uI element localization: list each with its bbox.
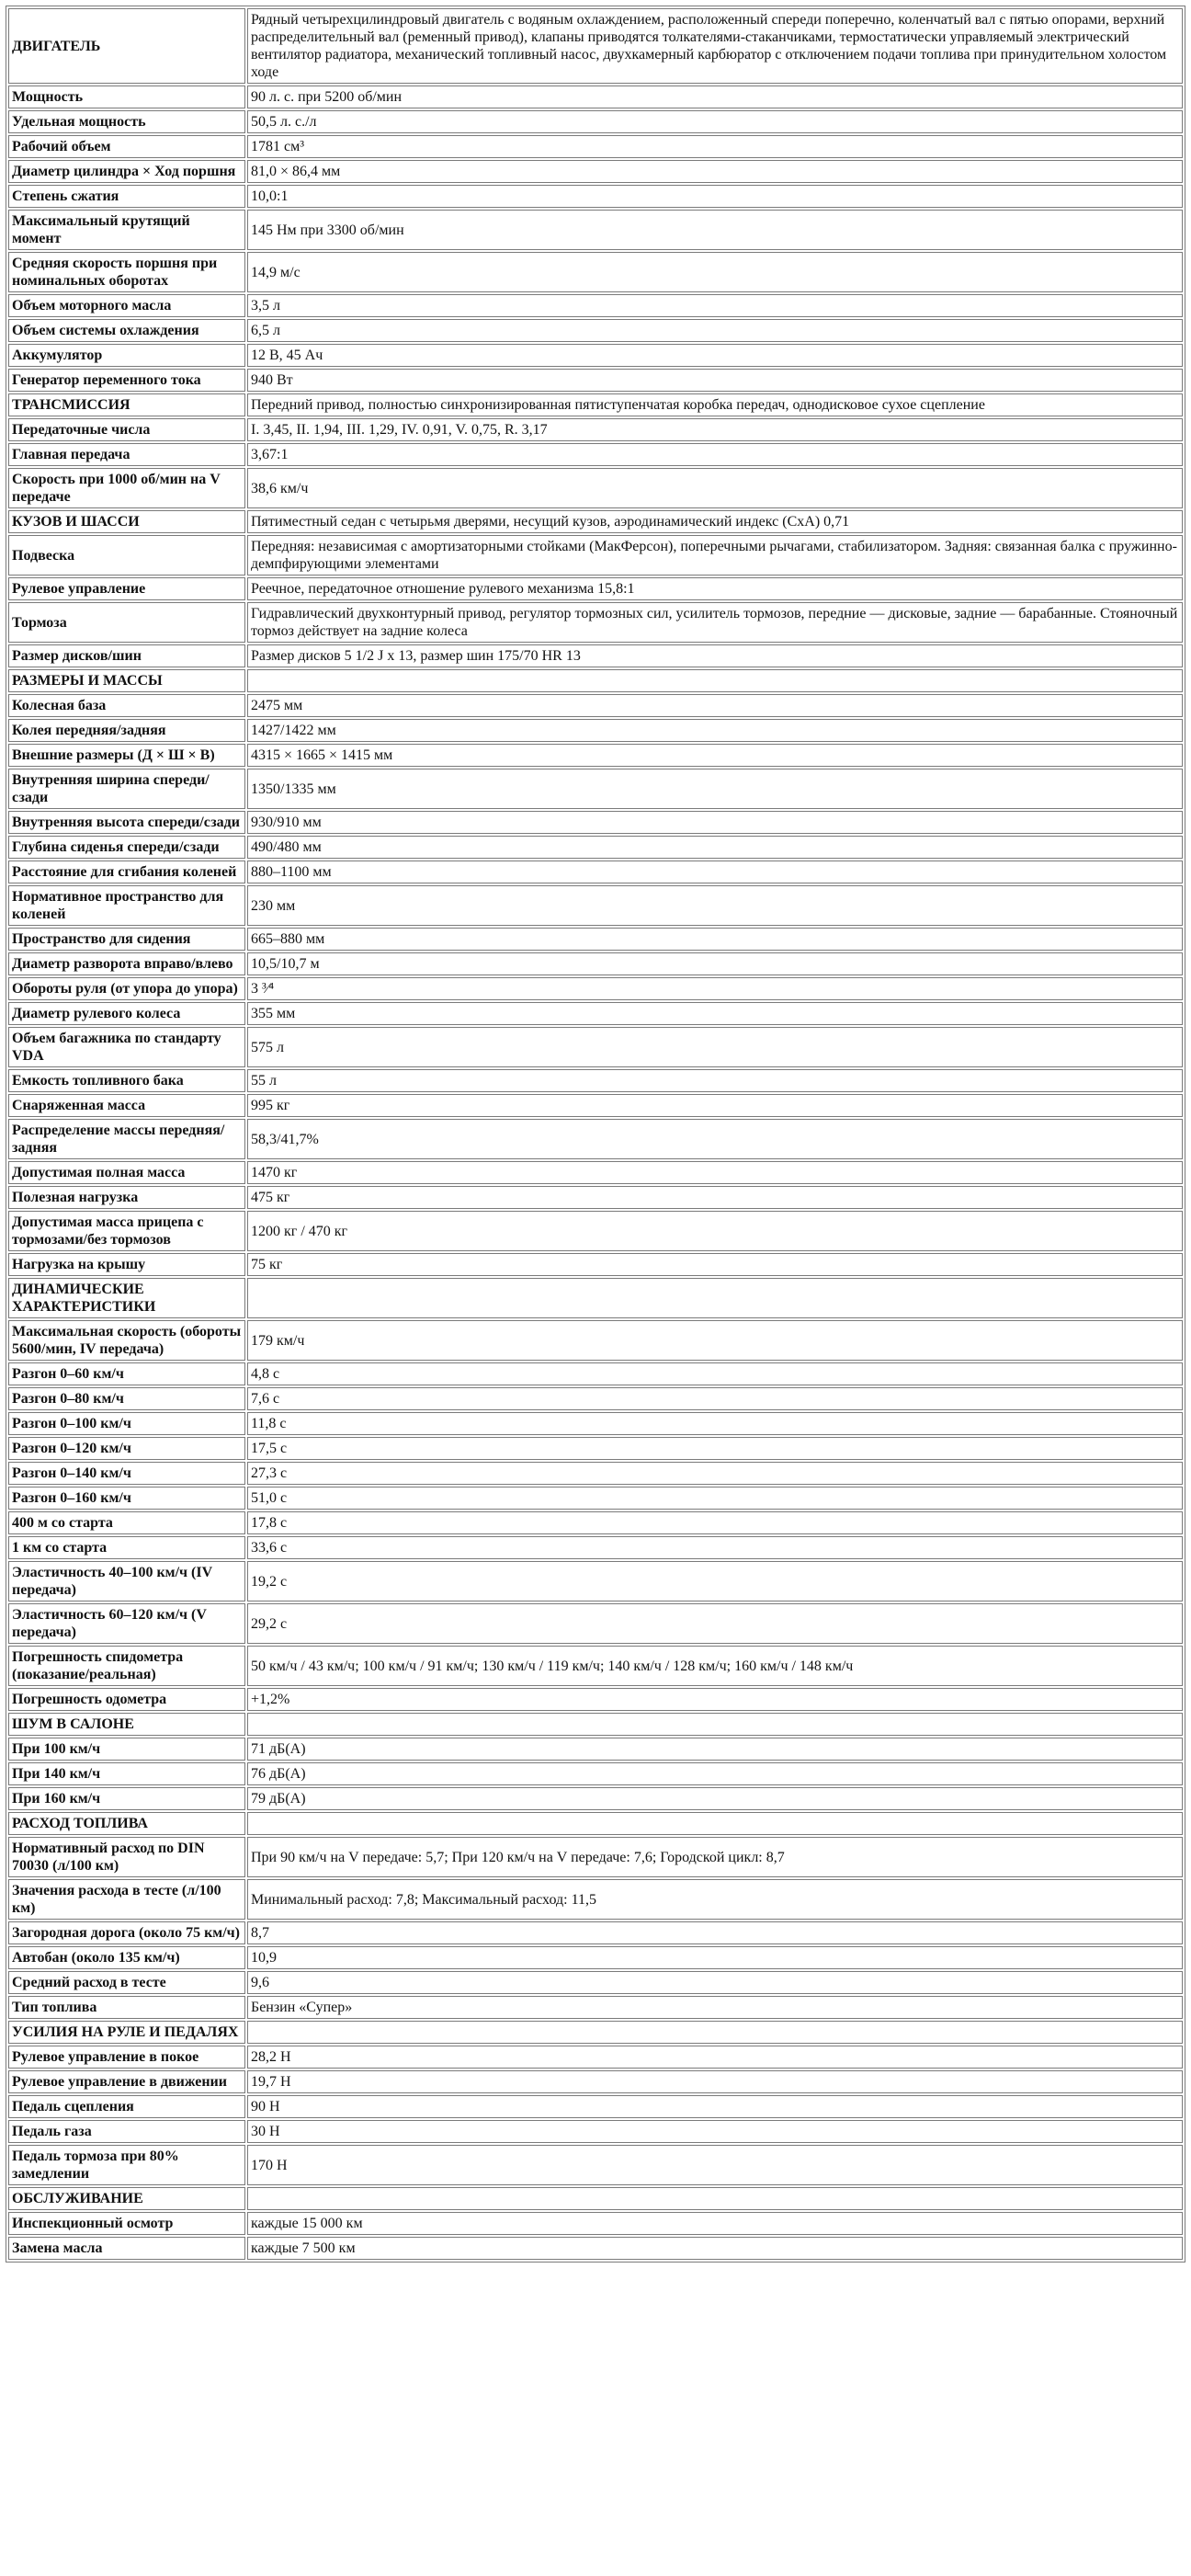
table-row: [8, 1971, 1183, 1994]
row-value: 79 дБ(А): [247, 1787, 1183, 1810]
row-label: Нормативное пространство для коленей: [8, 885, 245, 926]
row-value: 38,6 км/ч: [247, 468, 1183, 508]
row-value: [247, 1278, 1183, 1318]
row-value: [247, 669, 1183, 692]
row-label: Удельная мощность: [8, 110, 245, 133]
row-label: Степень сжатия: [8, 185, 245, 208]
table-row: [8, 952, 1183, 975]
row-value: 19,7 Н: [247, 2070, 1183, 2093]
row-value: 490/480 мм: [247, 836, 1183, 859]
table-row: [8, 1161, 1183, 1184]
spec-table-body: [8, 8, 1183, 2260]
row-label: 1 км со старта: [8, 1536, 245, 1559]
row-label: Педаль газа: [8, 2120, 245, 2143]
row-label: Обороты руля (от упора до упора): [8, 977, 245, 1000]
row-value: 90 Н: [247, 2095, 1183, 2118]
row-label: ДВИГАТЕЛЬ: [8, 8, 245, 84]
table-row: [8, 1186, 1183, 1209]
row-value: 30 Н: [247, 2120, 1183, 2143]
row-label: Эластичность 40–100 км/ч (IV передача): [8, 1561, 245, 1601]
row-label: Замена масла: [8, 2237, 245, 2260]
table-row: [8, 2237, 1183, 2260]
row-label: Разгон 0–80 км/ч: [8, 1387, 245, 1410]
row-value: 475 кг: [247, 1186, 1183, 1209]
row-value: Реечное, передаточное отношение рулевого механизма 15,8:1: [247, 577, 1183, 600]
row-label: Внутренняя ширина спереди/сзади: [8, 769, 245, 809]
table-row: [8, 1387, 1183, 1410]
row-value: 6,5 л: [247, 319, 1183, 342]
table-row: [8, 468, 1183, 508]
row-label: РАСХОД ТОПЛИВА: [8, 1812, 245, 1835]
row-label: Передаточные числа: [8, 418, 245, 441]
table-row: [8, 443, 1183, 466]
row-value: Передняя: независимая с амортизаторными стойками (МакФерсон), поперечными рычагами, стабилизатором. Задняя: связанная балка с пружинно-демпфирующими элементами: [247, 535, 1183, 576]
table-row: [8, 977, 1183, 1000]
row-value: 145 Нм при 3300 об/мин: [247, 210, 1183, 250]
row-value: 55 л: [247, 1069, 1183, 1092]
table-row: [8, 1069, 1183, 1092]
row-label: 400 м со старта: [8, 1511, 245, 1534]
row-label: Разгон 0–60 км/ч: [8, 1362, 245, 1385]
row-value: 10,0:1: [247, 185, 1183, 208]
row-value: 51,0 с: [247, 1487, 1183, 1510]
row-value: 71 дБ(А): [247, 1738, 1183, 1761]
table-row: [8, 1320, 1183, 1361]
row-label: ДИНАМИЧЕСКИЕ ХАРАКТЕРИСТИКИ: [8, 1278, 245, 1318]
table-row: [8, 744, 1183, 767]
table-row: [8, 510, 1183, 533]
row-label: Загородная дорога (около 75 км/ч): [8, 1921, 245, 1944]
table-row: [8, 1119, 1183, 1159]
row-value: 1427/1422 мм: [247, 719, 1183, 742]
row-label: Нагрузка на крышу: [8, 1253, 245, 1276]
row-value: 1470 кг: [247, 1161, 1183, 1184]
row-label: Нормативный расход по DIN 70030 (л/100 км): [8, 1837, 245, 1877]
row-label: ОБСЛУЖИВАНИЕ: [8, 2187, 245, 2210]
row-value: 2475 мм: [247, 694, 1183, 717]
row-label: Скорость при 1000 об/мин на V передаче: [8, 468, 245, 508]
row-label: Погрешность спидометра (показание/реальная): [8, 1646, 245, 1686]
row-value: 81,0 × 86,4 мм: [247, 160, 1183, 183]
table-row: [8, 1713, 1183, 1736]
row-value: 3,67:1: [247, 443, 1183, 466]
row-label: Значения расхода в тесте (л/100 км): [8, 1879, 245, 1920]
table-row: [8, 2095, 1183, 2118]
row-value: I. 3,45, II. 1,94, III. 1,29, IV. 0,91, V. 0,75, R. 3,17: [247, 418, 1183, 441]
row-value: При 90 км/ч на V передаче: 5,7; При 120 км/ч на V передаче: 7,6; Городской цикл: 8,7: [247, 1837, 1183, 1877]
table-row: [8, 210, 1183, 250]
table-row: [8, 2021, 1183, 2044]
row-label: Размер дисков/шин: [8, 644, 245, 667]
table-row: [8, 1094, 1183, 1117]
row-label: Диаметр цилиндра × Ход поршня: [8, 160, 245, 183]
row-label: Распределение массы передняя/задняя: [8, 1119, 245, 1159]
row-label: Расстояние для сгибания коленей: [8, 861, 245, 883]
row-value: [247, 2021, 1183, 2044]
row-label: Максимальная скорость (обороты 5600/мин, IV передача): [8, 1320, 245, 1361]
row-label: Емкость топливного бака: [8, 1069, 245, 1092]
row-label: Средний расход в тесте: [8, 1971, 245, 1994]
row-label: Аккумулятор: [8, 344, 245, 367]
table-row: [8, 669, 1183, 692]
row-label: Колея передняя/задняя: [8, 719, 245, 742]
row-value: 4,8 с: [247, 1362, 1183, 1385]
row-label: Диаметр разворота вправо/влево: [8, 952, 245, 975]
table-row: [8, 885, 1183, 926]
row-value: 10,5/10,7 м: [247, 952, 1183, 975]
row-value: 12 В, 45 Ач: [247, 344, 1183, 367]
table-row: [8, 1603, 1183, 1644]
row-value: 50,5 л. с./л: [247, 110, 1183, 133]
row-value: 58,3/41,7%: [247, 1119, 1183, 1159]
table-row: [8, 135, 1183, 158]
row-value: 995 кг: [247, 1094, 1183, 1117]
row-label: Разгон 0–120 км/ч: [8, 1437, 245, 1460]
row-value: 1781 см³: [247, 135, 1183, 158]
row-value: 17,5 с: [247, 1437, 1183, 1460]
table-row: [8, 535, 1183, 576]
row-label: Разгон 0–140 км/ч: [8, 1462, 245, 1485]
row-label: Подвеска: [8, 535, 245, 576]
table-row: [8, 1787, 1183, 1810]
table-row: [8, 811, 1183, 834]
row-value: Гидравлический двухконтурный привод, регулятор тормозных сил, усилитель тормозов, передние — дисковые, задние — барабанные. Стояночный тормоз действует на задние колеса: [247, 602, 1183, 643]
row-label: Максимальный крутящий момент: [8, 210, 245, 250]
table-row: [8, 644, 1183, 667]
row-value: 50 км/ч / 43 км/ч; 100 км/ч / 91 км/ч; 130 км/ч / 119 км/ч; 140 км/ч / 128 км/ч; 160 км/ч / 148 км/ч: [247, 1646, 1183, 1686]
row-value: Передний привод, полностью синхронизированная пятиступенчатая коробка передач, однодисковое сухое сцепление: [247, 393, 1183, 416]
table-row: [8, 1837, 1183, 1877]
row-value: 7,6 с: [247, 1387, 1183, 1410]
table-row: [8, 1812, 1183, 1835]
table-row: [8, 1738, 1183, 1761]
row-label: При 160 км/ч: [8, 1787, 245, 1810]
row-label: Педаль сцепления: [8, 2095, 245, 2118]
table-row: [8, 344, 1183, 367]
row-value: 3 ³⁄⁴: [247, 977, 1183, 1000]
row-value: 1200 кг / 470 кг: [247, 1211, 1183, 1251]
row-label: Объем багажника по стандарту VDA: [8, 1027, 245, 1067]
table-row: [8, 1253, 1183, 1276]
row-label: Рабочий объем: [8, 135, 245, 158]
table-row: [8, 1437, 1183, 1460]
row-label: Разгон 0–100 км/ч: [8, 1412, 245, 1435]
row-value: 930/910 мм: [247, 811, 1183, 834]
table-row: [8, 185, 1183, 208]
table-row: [8, 1211, 1183, 1251]
row-label: При 140 км/ч: [8, 1762, 245, 1785]
row-value: +1,2%: [247, 1688, 1183, 1711]
table-row: [8, 1646, 1183, 1686]
row-label: Погрешность одометра: [8, 1688, 245, 1711]
table-row: [8, 418, 1183, 441]
row-value: 230 мм: [247, 885, 1183, 926]
table-row: [8, 393, 1183, 416]
table-row: [8, 319, 1183, 342]
row-label: Допустимая масса прицепа с тормозами/без тормозов: [8, 1211, 245, 1251]
row-label: Тормоза: [8, 602, 245, 643]
row-label: Допустимая полная масса: [8, 1161, 245, 1184]
row-label: При 100 км/ч: [8, 1738, 245, 1761]
row-value: 14,9 м/с: [247, 252, 1183, 292]
row-label: Внутренняя высота спереди/сзади: [8, 811, 245, 834]
row-value: 355 мм: [247, 1002, 1183, 1025]
spec-table: [6, 6, 1185, 2263]
row-value: 3,5 л: [247, 294, 1183, 317]
table-row: [8, 1946, 1183, 1969]
row-value: 4315 × 1665 × 1415 мм: [247, 744, 1183, 767]
table-row: [8, 252, 1183, 292]
table-row: [8, 719, 1183, 742]
row-label: Рулевое управление: [8, 577, 245, 600]
row-value: каждые 7 500 км: [247, 2237, 1183, 2260]
row-value: 940 Вт: [247, 369, 1183, 392]
table-row: [8, 2187, 1183, 2210]
table-row: [8, 1561, 1183, 1601]
table-row: [8, 1462, 1183, 1485]
row-label: Глубина сиденья спереди/сзади: [8, 836, 245, 859]
row-value: Минимальный расход: 7,8; Максимальный расход: 11,5: [247, 1879, 1183, 1920]
row-value: 880–1100 мм: [247, 861, 1183, 883]
row-value: 179 км/ч: [247, 1320, 1183, 1361]
table-row: [8, 2070, 1183, 2093]
table-row: [8, 110, 1183, 133]
table-row: [8, 2145, 1183, 2185]
row-value: Пятиместный седан с четырьмя дверями, несущий кузов, аэродинамический индекс (CxA) 0,71: [247, 510, 1183, 533]
row-value: 28,2 Н: [247, 2046, 1183, 2069]
row-value: 170 Н: [247, 2145, 1183, 2185]
table-row: [8, 1879, 1183, 1920]
row-value: [247, 2187, 1183, 2210]
row-value: 1350/1335 мм: [247, 769, 1183, 809]
row-value: 10,9: [247, 1946, 1183, 1969]
row-value: Рядный четырехцилиндровый двигатель с водяным охлаждением, расположенный спереди поперечно, коленчатый вал с пятью опорами, верхний распределительный вал (ременный привод), клапаны приводятся толкателями-стаканчиками, термостатически управляемый электрический вентилятор радиатора, механический топливный насос, двухкамерный карбюратор с отключением подачи топлива при принудительном холостом ходе: [247, 8, 1183, 84]
table-row: [8, 1002, 1183, 1025]
row-label: Пространство для сидения: [8, 928, 245, 951]
row-label: Автобан (около 135 км/ч): [8, 1946, 245, 1969]
row-label: Снаряженная масса: [8, 1094, 245, 1117]
table-row: [8, 1688, 1183, 1711]
row-label: Колесная база: [8, 694, 245, 717]
row-value: 33,6 с: [247, 1536, 1183, 1559]
table-row: [8, 1536, 1183, 1559]
table-row: [8, 577, 1183, 600]
row-label: Разгон 0–160 км/ч: [8, 1487, 245, 1510]
table-row: [8, 160, 1183, 183]
table-row: [8, 602, 1183, 643]
row-label: Тип топлива: [8, 1996, 245, 2019]
row-value: каждые 15 000 км: [247, 2212, 1183, 2235]
row-value: Бензин «Супер»: [247, 1996, 1183, 2019]
row-label: Рулевое управление в движении: [8, 2070, 245, 2093]
row-label: Инспекционный осмотр: [8, 2212, 245, 2235]
table-row: [8, 836, 1183, 859]
table-row: [8, 861, 1183, 883]
row-value: 76 дБ(А): [247, 1762, 1183, 1785]
row-label: КУЗОВ И ШАССИ: [8, 510, 245, 533]
row-value: 17,8 с: [247, 1511, 1183, 1534]
row-value: 665–880 мм: [247, 928, 1183, 951]
row-label: Объем системы охлаждения: [8, 319, 245, 342]
row-value: 75 кг: [247, 1253, 1183, 1276]
row-label: ТРАНСМИССИЯ: [8, 393, 245, 416]
row-label: ШУМ В САЛОНЕ: [8, 1713, 245, 1736]
row-label: Педаль тормоза при 80% замедлении: [8, 2145, 245, 2185]
table-row: [8, 1412, 1183, 1435]
table-row: [8, 1921, 1183, 1944]
row-value: 29,2 с: [247, 1603, 1183, 1644]
row-value: 575 л: [247, 1027, 1183, 1067]
table-row: [8, 1487, 1183, 1510]
table-row: [8, 2212, 1183, 2235]
table-row: [8, 1362, 1183, 1385]
row-value: 11,8 с: [247, 1412, 1183, 1435]
table-row: [8, 769, 1183, 809]
row-value: [247, 1812, 1183, 1835]
table-row: [8, 2046, 1183, 2069]
table-row: [8, 1996, 1183, 2019]
row-label: Объем моторного масла: [8, 294, 245, 317]
row-label: Внешние размеры (Д × Ш × В): [8, 744, 245, 767]
row-label: РАЗМЕРЫ И МАССЫ: [8, 669, 245, 692]
table-row: [8, 2120, 1183, 2143]
row-label: Диаметр рулевого колеса: [8, 1002, 245, 1025]
row-label: Генератор переменного тока: [8, 369, 245, 392]
row-value: 9,6: [247, 1971, 1183, 1994]
row-value: 27,3 с: [247, 1462, 1183, 1485]
row-value: Размер дисков 5 1/2 J x 13, размер шин 175/70 HR 13: [247, 644, 1183, 667]
row-value: 19,2 с: [247, 1561, 1183, 1601]
table-row: [8, 369, 1183, 392]
row-label: Полезная нагрузка: [8, 1186, 245, 1209]
row-label: Мощность: [8, 85, 245, 108]
row-label: УСИЛИЯ НА РУЛЕ И ПЕДАЛЯХ: [8, 2021, 245, 2044]
row-label: Главная передача: [8, 443, 245, 466]
row-value: [247, 1713, 1183, 1736]
row-value: 8,7: [247, 1921, 1183, 1944]
table-row: [8, 1027, 1183, 1067]
table-row: [8, 1762, 1183, 1785]
table-row: [8, 85, 1183, 108]
table-row: [8, 1511, 1183, 1534]
table-row: [8, 694, 1183, 717]
table-row: [8, 1278, 1183, 1318]
row-label: Средняя скорость поршня при номинальных оборотах: [8, 252, 245, 292]
table-row: [8, 928, 1183, 951]
table-row: [8, 8, 1183, 84]
row-value: 90 л. с. при 5200 об/мин: [247, 85, 1183, 108]
row-label: Рулевое управление в покое: [8, 2046, 245, 2069]
row-label: Эластичность 60–120 км/ч (V передача): [8, 1603, 245, 1644]
table-row: [8, 294, 1183, 317]
